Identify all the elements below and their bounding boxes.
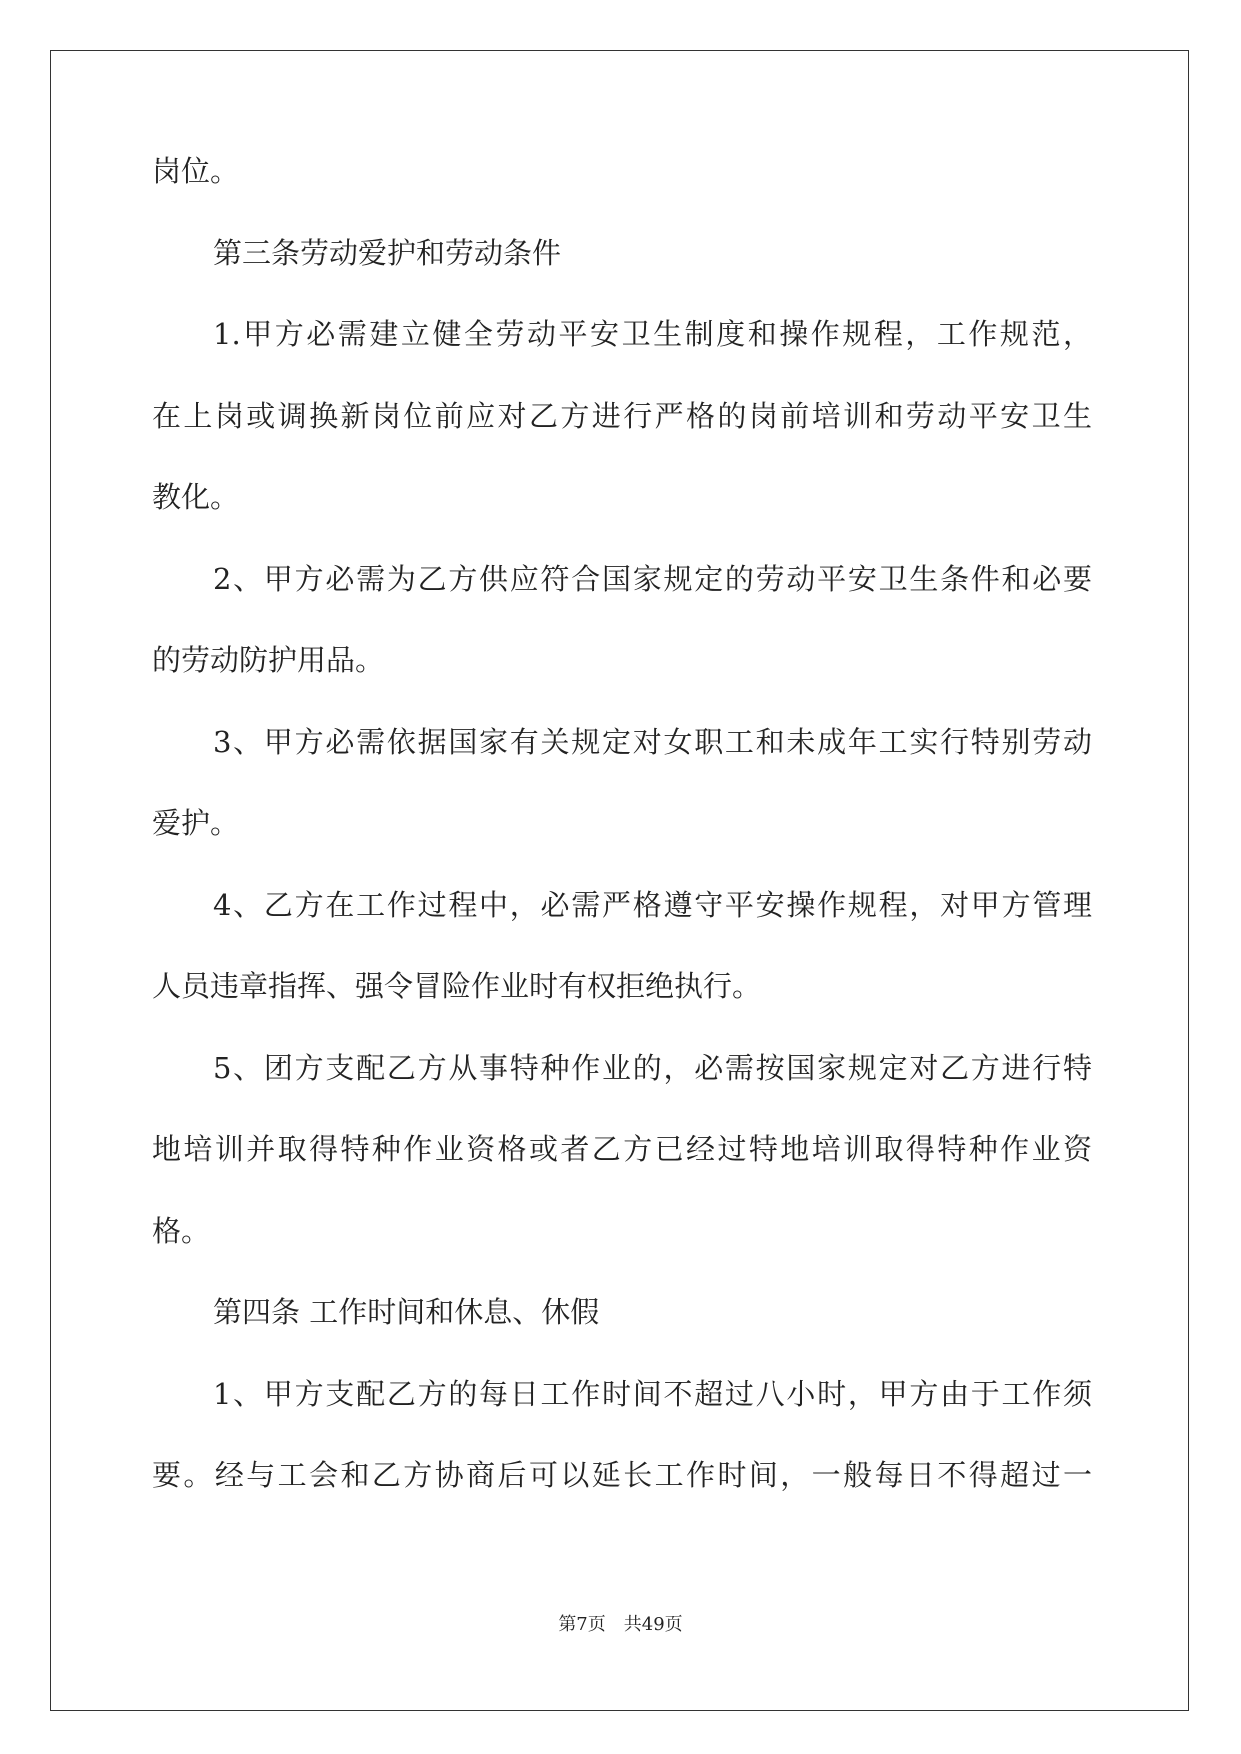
text-line: 格。 <box>152 1213 211 1248</box>
text-line: 爱护。 <box>152 806 240 840</box>
text-line: 在上岗或调换新岗位前应对乙方进行严格的岗前培训和劳动平安卫生 <box>152 398 1092 433</box>
document-body <box>152 131 1092 1517</box>
text-line: 1、甲方支配乙方的每日工作时间不超过八小时，甲方由于工作须 <box>213 1376 1092 1411</box>
text-line: 4、乙方在工作过程中，必需严格遵守平安操作规程，对甲方管理 <box>213 887 1092 922</box>
text-line: 教化。 <box>152 480 240 514</box>
text-line: 1.甲方必需建立健全劳动平安卫生制度和操作规程，工作规范， <box>213 317 1092 351</box>
text-line: 岗位。 <box>152 154 240 188</box>
text-line: 的劳动防护用品。 <box>152 643 385 677</box>
text-line: 地培训并取得特种作业资格或者乙方已经过特地培训取得特种作业资 <box>152 1132 1092 1166</box>
text-line: 人员违章指挥、强令冒险作业时有权拒绝执行。 <box>152 969 762 1003</box>
text-line: 要。经与工会和乙方协商后可以延长工作时间，一般每日不得超过一 <box>152 1458 1092 1492</box>
text-line: 第四条 工作时间和休息、休假 <box>213 1295 600 1329</box>
page-footer: 第7页 共49页 <box>558 1614 683 1635</box>
text-line: 2、甲方必需为乙方供应符合国家规定的劳动平安卫生条件和必要 <box>213 561 1092 596</box>
text-line: 第三条劳动爱护和劳动条件 <box>213 235 562 270</box>
text-line: 5、团方支配乙方从事特种作业的，必需按国家规定对乙方进行特 <box>213 1050 1092 1085</box>
text-line: 3、甲方必需依据国家有关规定对女职工和未成年工实行特别劳动 <box>213 724 1092 759</box>
